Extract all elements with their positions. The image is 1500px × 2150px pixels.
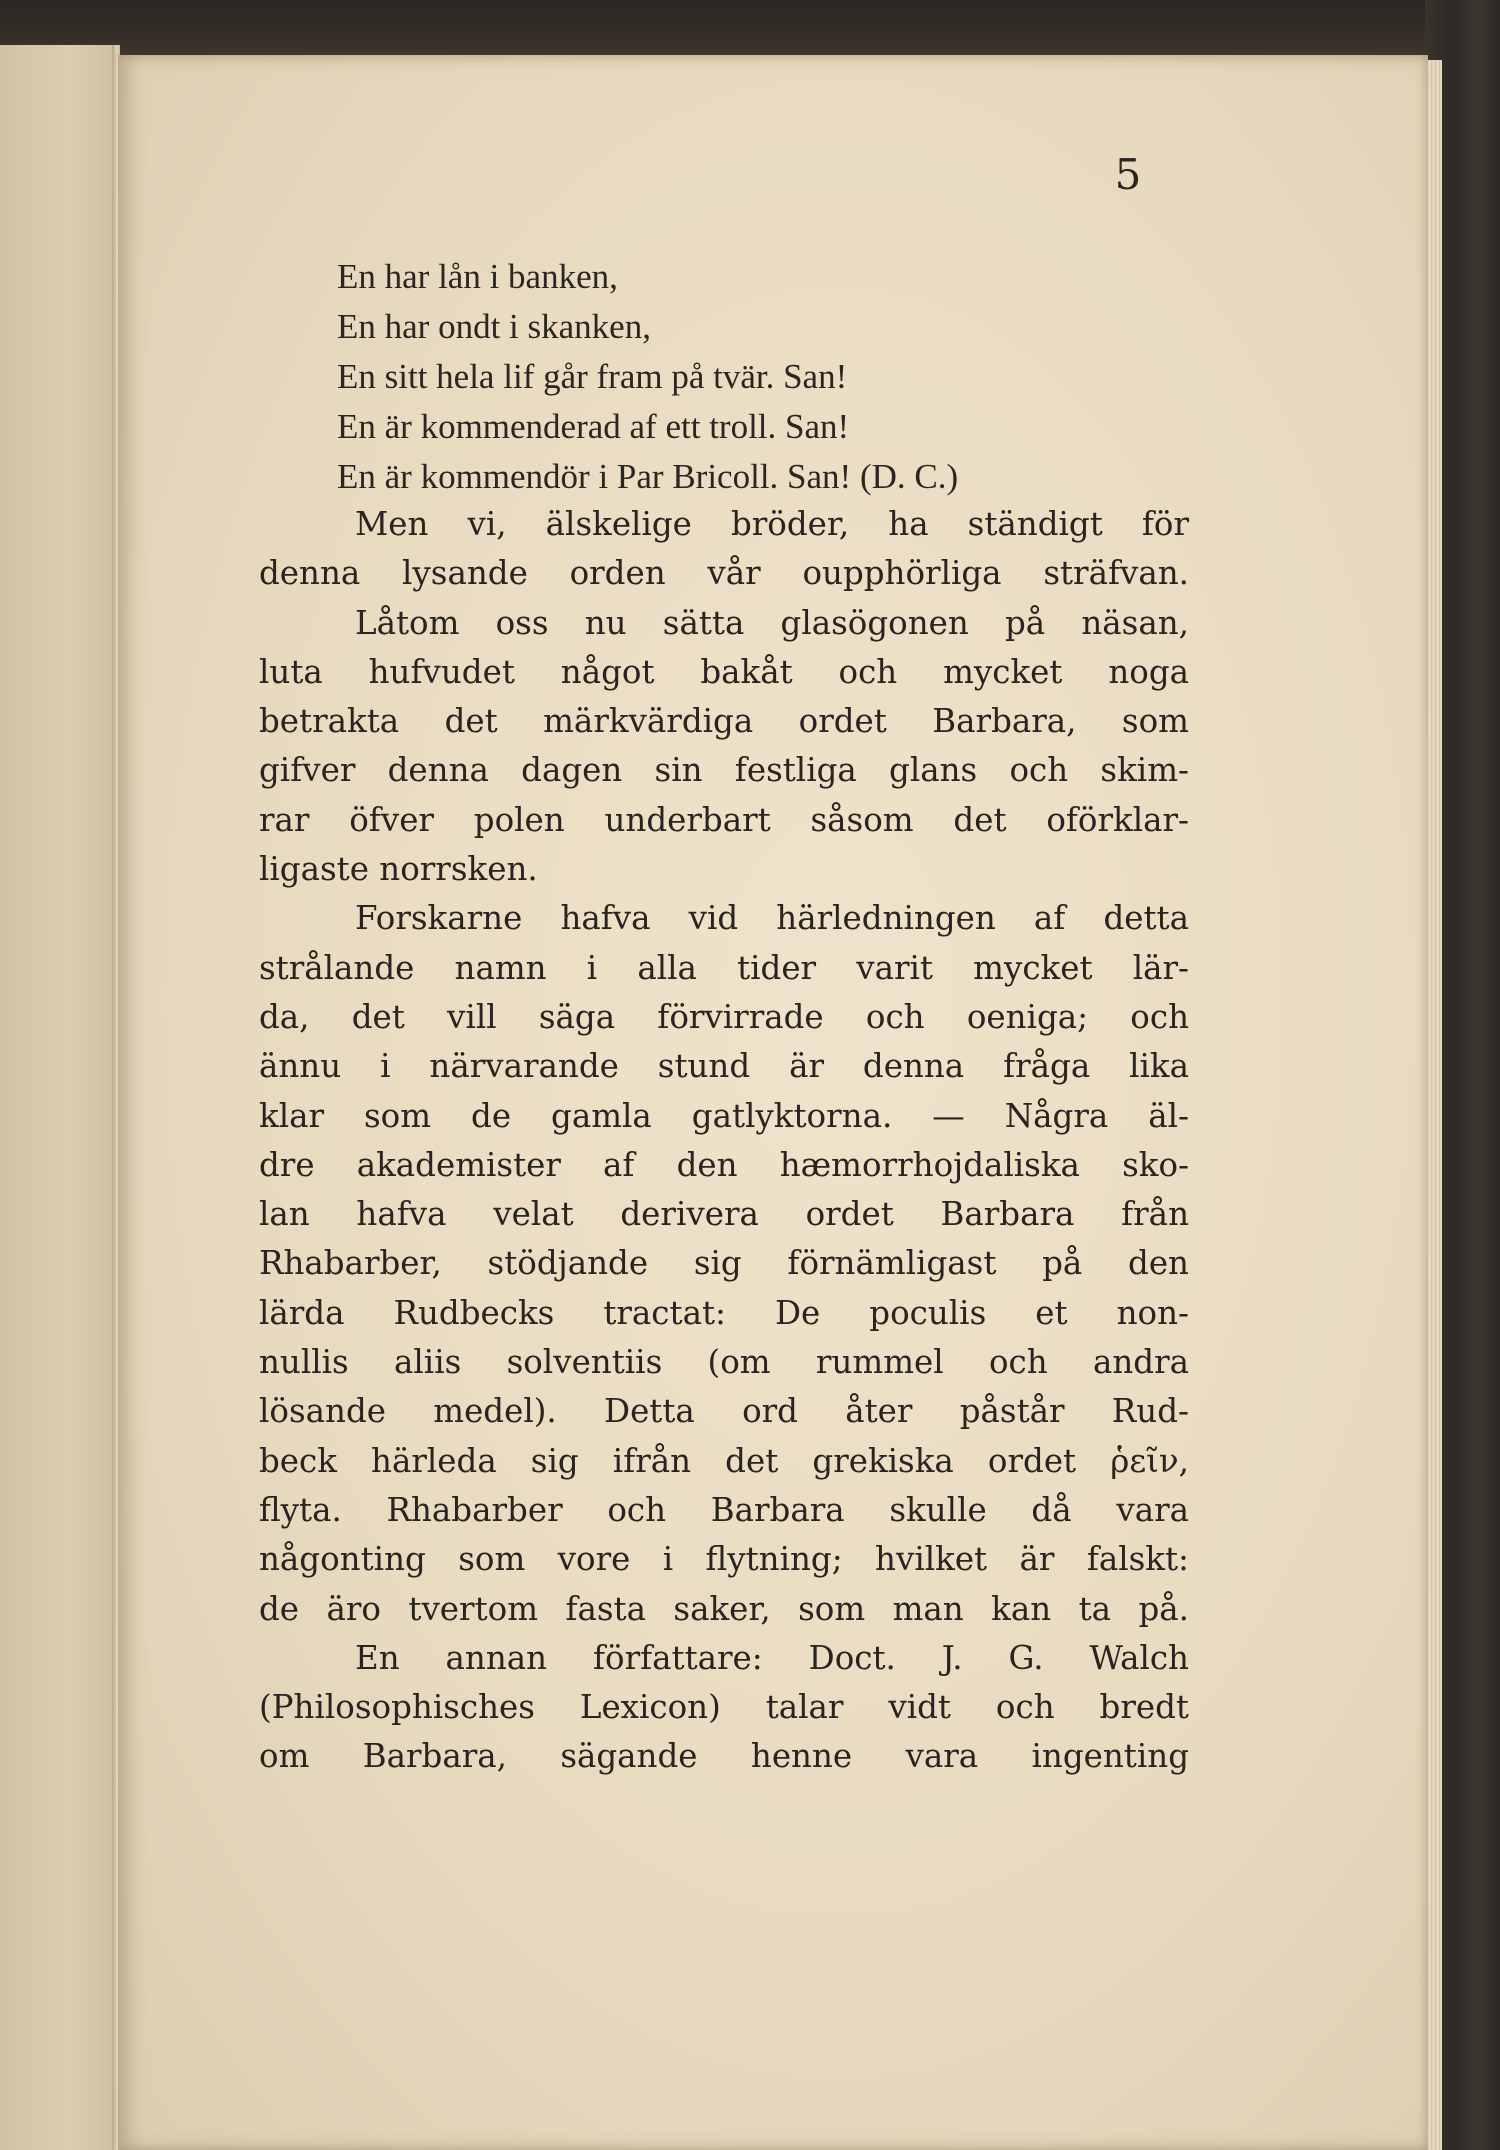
text-line: strålande namn i alla tider varit mycket lär- — [259, 948, 1189, 987]
text-line: Låtom oss nu sätta glasögonen på näsan, — [355, 603, 1189, 642]
verse-block — [337, 252, 958, 502]
text-line: Forskarne hafva vid härledningen af detta — [355, 899, 1189, 938]
verse-line: En har lån i banken, — [337, 257, 618, 296]
text-line: lärda Rudbecks tractat: De poculis et non- — [259, 1293, 1189, 1332]
text-line: da, det vill säga förvirrade och oeniga; och — [259, 997, 1189, 1036]
text-line: flyta. Rhabarber och Barbara skulle då vara — [259, 1490, 1189, 1529]
text-line: Men vi, älskelige bröder, ha ständigt för — [355, 505, 1189, 543]
text-line: om Barbara, sägande henne vara ingenting — [259, 1737, 1189, 1776]
text-line: denna lysande orden vår oupphörliga sträfvan. — [259, 554, 1189, 593]
text-line: någonting som vore i flytning; hvilket är falskt: — [259, 1540, 1189, 1579]
text-line: klar som de gamla gatlyktorna. — Några äl- — [259, 1096, 1189, 1135]
verse-line: En har ondt i skanken, — [337, 307, 651, 346]
text-line: de äro tvertom fasta saker, som man kan ta på. — [259, 1589, 1189, 1628]
text-line: rar öfver polen underbart såsom det oförklar- — [259, 800, 1189, 839]
text-line: betrakta det märkvärdiga ordet Barbara, som — [259, 702, 1189, 741]
page-number: 5 — [1114, 150, 1142, 199]
text-line: beck härleda sig ifrån det grekiska ordet ῥεῖν, — [259, 1441, 1189, 1480]
verse-line: En är kommendör i Par Bricoll. San! (D. C.) — [337, 457, 959, 496]
text-line: (Philosophisches Lexicon) talar vidt och bredt — [259, 1688, 1189, 1727]
verse-line: En sitt hela lif går fram på tvär. San! — [337, 357, 848, 396]
text-line: luta hufvudet något bakåt och mycket noga — [259, 652, 1189, 691]
text-line: ännu i närvarande stund är denna fråga lika — [259, 1047, 1189, 1086]
text-line: Rhabarber, stödjande sig förnämligast på den — [259, 1244, 1189, 1283]
text-line: lan hafva velat derivera ordet Barbara från — [259, 1195, 1189, 1234]
text-line: lösande medel). Detta ord åter påstår Rud- — [259, 1392, 1189, 1431]
text-line: ligaste norrsken. — [259, 850, 538, 889]
text-line: En annan författare: Doct. J. G. Walch — [355, 1638, 1189, 1677]
text-line: gifver denna dagen sin festliga glans och skim- — [259, 751, 1189, 790]
text-line: dre akademister af den hæmorrhojdaliska sko- — [259, 1145, 1189, 1184]
verse-line: En är kommenderad af ett troll. San! — [337, 407, 850, 446]
body-text — [259, 500, 1189, 1782]
facing-page — [0, 45, 120, 2150]
text-line: nullis aliis solventiis (om rummel och andra — [259, 1343, 1189, 1382]
page-edges — [1428, 60, 1442, 2150]
